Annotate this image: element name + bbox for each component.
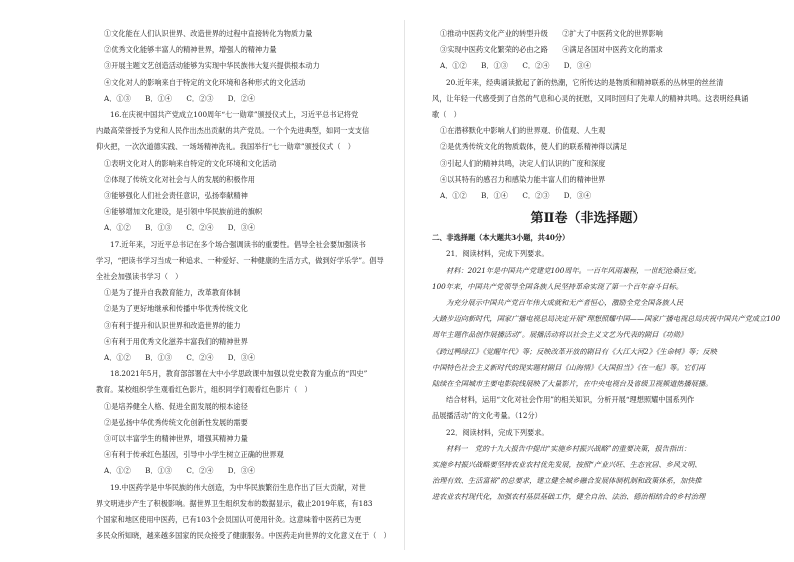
text-line: 大踏步迈向新时代，国家广播电视总局决定开展“理想照耀中国——国家广播电视总局庆祝中国共产党成立100: [432, 314, 781, 324]
text-line: 16.在庆祝中国共产党成立100周年“七一勋章”颁授仪式上，习近平总书记将党: [110, 110, 359, 120]
text-line: ②是优秀传统文化的物质载体，使人们的联系精神得以满足: [440, 142, 627, 152]
text-line: ③引起人们的精神共鸣，决定人们认识的广度和深度: [440, 158, 606, 168]
text-line: A．①② B．①④ C．②③ D．③④: [440, 191, 592, 201]
text-line: 18.2021年5月，教育部部署在大中小学思政课中加强以党史教育为重点的“四史”: [110, 369, 368, 379]
text-line: A．①② B．①③ C．②④ D．③④: [104, 466, 256, 476]
text-line: ①是为了提升自我教育能力，改革教育体制: [104, 288, 241, 298]
text-line: ③有利于提升和认识世界和改造世界的能力: [104, 320, 241, 330]
text-line: 教育。某校组织学生观看红色影片，组织同学们观看红色影片（ ）: [96, 385, 312, 395]
text-line: ②是弘扬中华优秀传统文化创新性发展的需要: [104, 417, 248, 427]
text-line: 17.近年来，习近平总书记在多个场合强调读书的重要性。倡导全社会要加强读书: [110, 239, 366, 249]
text-line: 个国家和地区使用中医药，已有103个会员国认可使用针灸。这意味着中医药已为更: [96, 515, 362, 525]
right-bottom-questions: [432, 246, 781, 505]
text-line: 20.近年来，经典诵读掀起了新的热潮，它所传达的是物质和精神联系的丛林里的丝丝清: [446, 77, 724, 87]
text-line: ③实现中医药文化繁荣的必由之路 ④满足各国对中医药文化的需求: [440, 45, 663, 55]
text-line: ④能够增加文化建设，是引领中华民族前进的旗帜: [104, 207, 263, 217]
section-subtitle: 二、非选择题（本大题共3小题，共40分）: [432, 233, 570, 243]
text-line: A．①③ B．①④ C．②③ D．②④: [104, 93, 256, 103]
text-line: 学习，“把读书学习当成一种追求、一种爱好、一种健康的生活方式，做到好学乐学”。倡导: [96, 255, 384, 265]
text-line: 中国特色社会主义新时代的现实题材剧目《山海情》《大国担当》《在一起》等。它们再: [432, 362, 706, 372]
text-line: ①表明文化对人的影响来自特定的文化环境和文化活动: [104, 158, 277, 168]
column-divider: [404, 20, 405, 550]
text-line: ②体现了传统文化对社会与人的发展的积极作用: [104, 174, 255, 184]
text-line: 品展播活动”的文化考量。（12分）: [432, 411, 542, 421]
text-line: ③开展主题文艺创造活动能够为实现中华民族伟大复兴提供根本动力: [104, 61, 320, 71]
text-line: ①文化能在人们认识世界、改造世界的过程中直接转化为物质力量: [104, 29, 313, 38]
text-line: 陆续在全国城市主要电影院线展映了大量影片，在中央电视台及省级卫视频道热播展播。: [432, 379, 713, 389]
text-line: ①是培养健全人格、促进全面发展的根本途径: [104, 401, 248, 411]
text-line: A．①② B．①③ C．②④ D．③④: [440, 61, 592, 71]
text-line: ④文化对人的影响来自于特定的文化环境和各种形式的文化活动: [104, 77, 306, 87]
text-line: ③可以丰富学生的精神世界，增强其精神力量: [104, 434, 248, 444]
text-line: A．①② B．①③ C．②④ D．③④: [104, 353, 256, 363]
left-column: [96, 26, 391, 545]
text-line: ②优秀文化能够丰富人的精神世界，增强人的精神力量: [104, 45, 277, 55]
text-line: 多民众所知晓，越来越多国家的民众接受了健康服务。中医药走向世界的文化意义在于（ ）: [96, 531, 391, 541]
text-line: 进农业农村现代化，加强农村基层基础工作，健全自治、法治、德治相结合的乡村治理: [432, 492, 706, 502]
text-line: 周年主题作品创作展播活动”。展播活动将以社会主义文艺为代表的剧目《功勋》: [432, 330, 688, 340]
text-line: 内最高荣誉授予为党和人民作出杰出贡献的共产党员。一个个先进典型，如同一支支信: [96, 126, 370, 136]
text-line: 仰火把，一次次道德实践、一场场精神洗礼。我国举行“七一勋章”颁授仪式（ ）: [96, 142, 355, 152]
text-line: A．①② B．①③ C．②④ D．③④: [104, 223, 256, 233]
text-line: 19.中医药学是中华民族的伟大创造，为中华民族繁衍生息作出了巨大贡献，对世: [110, 482, 366, 492]
text-line: 全社会加强读书学习（ ）: [96, 272, 183, 282]
text-line: 《跨过鸭绿江》《觉醒年代》等；反映改革开放的剧目有《大江大河2》《生命树》等；反映: [432, 346, 717, 356]
text-line: 结合材料，运用“文化对社会作用”的相关知识，分析开展“理想照耀中国系列作: [446, 395, 695, 405]
text-line: 22．阅读材料，完成下列要求。: [446, 427, 549, 437]
text-line: 界文明进步产生了积极影响。据世界卫生组织发布的数据显示，截止2019年底，有183: [96, 498, 373, 508]
text-line: 治理有效、生活富裕”的总要求，建立健全城乡融合发展体制机制和政策体系，加快推: [432, 476, 702, 486]
text-line: 为充分展示中国共产党百年伟大成就和无产者恒心，激励全党全国各族人民: [446, 298, 684, 308]
text-line: 实施乡村振兴战略要坚持农业农村优先发展，按照“产业兴旺、生态宜居、乡风文明、: [432, 460, 702, 470]
text-line: ②是为了更好地继承和传播中华优秀传统文化: [104, 304, 248, 314]
text-line: 材料：2021年是中国共产党建党100周年。一百年风雨兼程，一世纪沧桑巨变。: [446, 265, 701, 275]
text-line: ①推动中医药文化产业的转型升级 ②扩大了中医药文化的世界影响: [440, 29, 663, 38]
right-top-questions: [432, 26, 749, 204]
text-line: ③能够强化人们社会责任意识，弘扬奉献精神: [104, 191, 248, 201]
text-line: ①在潜移默化中影响人们的世界观、价值观、人生观: [440, 126, 606, 136]
text-line: ④有利于用优秀文化滋养丰富我们的精神世界: [104, 336, 248, 346]
right-column: [432, 26, 781, 506]
text-line: 歌（ ）: [432, 110, 461, 120]
text-line: 材料一 党的十九大报告中提出“实施乡村振兴战略”的重要决策，报告指出：: [446, 443, 691, 453]
section-title: 第Ⅱ卷（非选择题）: [530, 211, 646, 227]
text-line: 21．阅读材料，完成下列要求。: [446, 249, 549, 259]
text-line: 风，让年轻一代感受到了自然的气息和心灵的抚慰，又同时回归了先辈人的精神共鸣。这表明经典诵: [432, 93, 749, 103]
text-line: ④有利于传承红色基因，引导中小学生树立正确的世界观: [104, 450, 284, 460]
text-line: ④以其特有的感召力和感染力能丰富人们的精神世界: [440, 174, 606, 184]
text-line: 100年来，中国共产党领导全国各族人民坚持革命实现了第一个百年奋斗目标。: [432, 281, 683, 291]
